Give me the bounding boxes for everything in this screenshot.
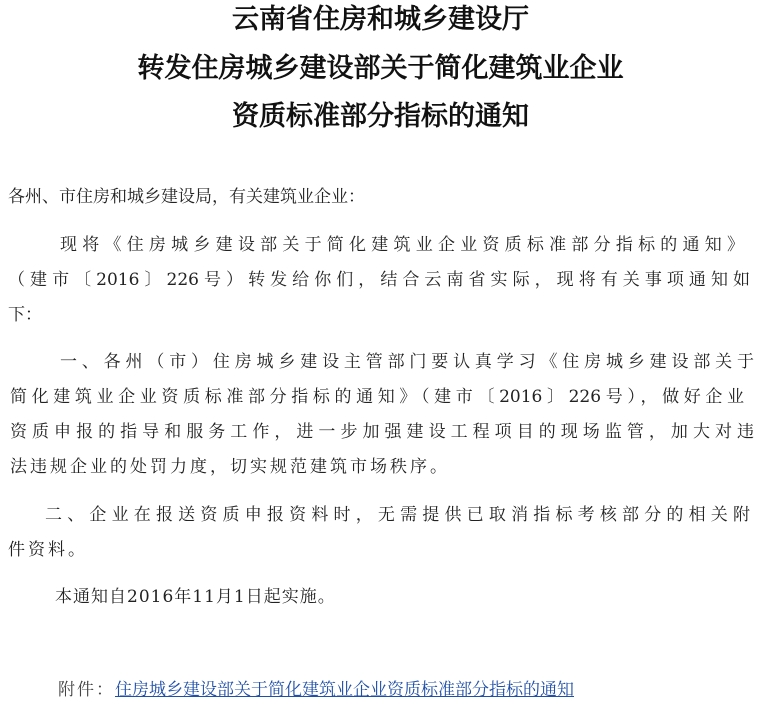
title-line: 云南省住房和城乡建设厅 — [232, 4, 529, 35]
paragraph-line: 二、企业在报送资质申报资料时，无需提供已取消指标考核部分的相关附 — [45, 505, 750, 525]
attachment — [58, 678, 574, 702]
paragraph-line: 下： — [8, 305, 42, 325]
paragraph-line: 资质申报的指导和服务工作，进一步加强建设工程项目的现场监管，加大对违 — [10, 422, 754, 442]
paragraph-line: 现将《住房城乡建设部关于简化建筑业企业资质标准部分指标的通知》 — [60, 235, 744, 255]
effective-date-text: 本通知自2016年11月1日起实施。 — [55, 587, 336, 607]
attachment-label: 附件： — [58, 680, 115, 700]
paragraph-line: （建市〔2016〕226号）转发给你们，结合云南省实际，现将有关事项通知如 — [8, 270, 750, 290]
salutation: 各州、市住房和城乡建设局，有关建筑业企业： — [8, 187, 365, 207]
paragraph-line: 法违规企业的处罚力度，切实规范建筑市场秩序。 — [10, 457, 450, 477]
paragraph-line: 件资料。 — [8, 540, 88, 560]
attachment-link[interactable]: 住房城乡建设部关于简化建筑业企业资质标准部分指标的通知 — [115, 680, 574, 700]
paragraph-line: 简化建筑业企业资质标准部分指标的通知》（建市〔2016〕226号），做好企业 — [10, 387, 744, 407]
title-line: 资质标准部分指标的通知 — [232, 101, 529, 132]
paragraph-line: 一、各州（市）住房城乡建设主管部门要认真学习《住房城乡建设部关于 — [60, 352, 754, 372]
title-line: 转发住房城乡建设部关于简化建筑业企业 — [137, 53, 624, 84]
